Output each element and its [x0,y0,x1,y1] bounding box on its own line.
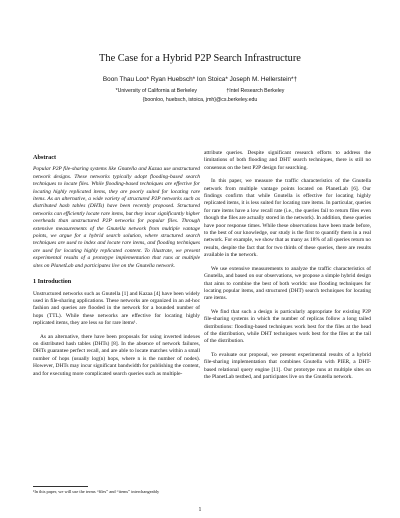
paragraph: We find that such a design is particularly appropriate for existing P2P file-sharing systems in which the number of replicas follow a long tailed distributions: flooding-based techniques work best for the files at the head of the distribution, while DHT techniques work best for the files at the tail of the distribution. [204,308,371,345]
abstract-heading: Abstract [33,154,57,161]
author-emails: {boonloo, huebsch, istoica, jmh}@cs.berkeley.edu [142,97,258,103]
left-column [33,150,200,384]
paper-title: The Case for a Hybrid P2P Search Infrastructure [99,53,301,64]
footnote: ¹In this paper, we will use the terms “files” and “items” interchangeably [33,489,160,494]
paragraph: As an alternative, there have been proposals for using inverted indexes on distributed hash tables (DHTs) [8]. In the absence of network failures, DHTs guarantee perfect recall, and are able to locate matches within a small number of hops (usually log(n) hops, where n is the number of nodes). However, DHTs may incur significant bandwidth for publishing the content, and for executing more complicated search queries such as multiple- [33,333,200,377]
affiliation-intel: †Intel Research Berkeley [226,88,285,94]
paragraph: Unstructured networks such as Gnutella [1] and Kazaa [4] have been widely used in file-sharing applications. These networks are organized in an ad-hoc fashion and queries are flooded in the network for a bounded number of hops (TTL). While these networks are effective for locating highly replicated items, they are less so for rare items¹. [33,290,200,327]
footnote-divider [33,486,88,487]
right-column [204,150,371,387]
section-heading-introduction: 1 Introduction [33,278,72,286]
abstract-text: Popular P2P file-sharing systems like Gnutella and Kazaa use unstructured network designs. These networks typically adopt flooding-based search techniques to locate files. While flooding-based techniques are effective for locating highly replicated items, they are poorly suited for locating rare items. As an alternative, a wide variety of structured P2P networks such as distributed hash tables (DHTs) have been recently proposed. Structured networks can efficiently locate rare items, but they incur significantly higher overheads than unstructured P2P networks for popular files. Through extensive measurements of the Gnutella network from multiple vantage points, we argue for a hybrid search solution, where structured search techniques are used to index and locate rare items, and flooding techniques are used for locating highly replicated content. To illustrate, we present experimental results of a prototype implementation that runs at multiple sites on PlanetLab and participates live on the Gnutella network. [33,166,200,269]
page-number: 1 [198,507,202,513]
paragraph: To evaluate our proposal, we present experimental results of a hybrid file-sharing implementation that combines Gnutella with PIER, a DHT-based relational query engine [11]. Our prototype runs at multiple sites on the PlanetLab testbed, and participates live on the Gnutella network. [204,351,371,380]
affiliation-berkeley: *University of California at Berkeley [115,88,197,94]
paragraph: We use extensive measurements to analyze the traffic characteristics of Gnutella, and based on our observations, we propose a simple hybrid design that aims to combine the best of both worlds: use flooding techniques for locating popular items, and structured (DHT) search techniques for locating rare items. [204,265,371,302]
author-list: Boon Thau Loo* Ryan Huebsch* Ion Stoica* Joseph M. Hellerstein*† [102,76,298,83]
paragraph: attribute queries. Despite significant research efforts to address the limitations of both flooding and DHT search techniques, there is still no consensus on the best P2P design for searching. [204,150,371,171]
paragraph: In this paper, we measure the traffic characteristics of the Gnutella network from multiple vantage points located on PlanetLab [6]. Our findings confirm that while Gnutella is effective for locating highly replicated items, it is less suited for locating rare items. In particular, queries for rare items have a low recall rate (i.e., the queries fail to return files even though the files are actually stored in the network). In addition, these queries have poor response times. While these observations have been made before, to the best of our knowledge, our study is the first to quantify them in a real network. For example, we show that as many as 18% of all queries return no results, despite the fact that for two thirds of these queries, there are results available in the network. [204,178,372,259]
affiliations [0,88,400,94]
